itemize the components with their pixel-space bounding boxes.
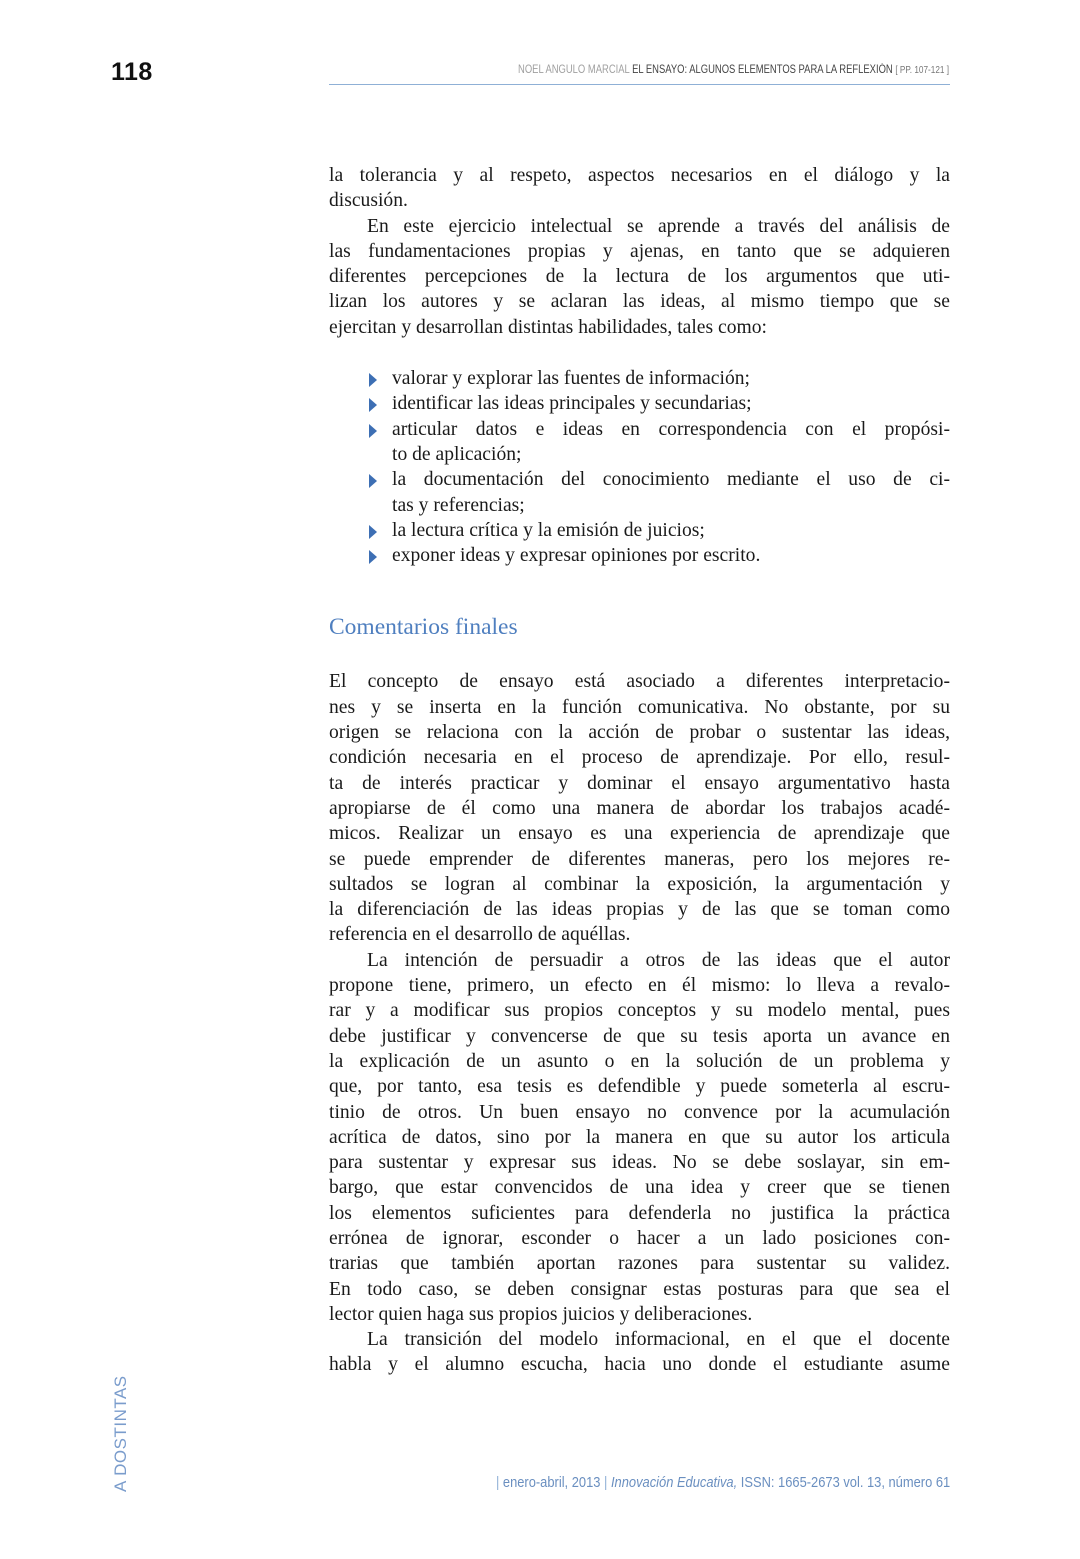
footer-citation bbox=[496, 1474, 950, 1491]
text-line: El concepto de ensayo está asociado a diferentes interpretacio- bbox=[329, 671, 950, 693]
text-line: to de aplicación; bbox=[392, 443, 522, 465]
text-line: nes y se inserta en la función comunicativa. No obstante, por su bbox=[329, 696, 950, 718]
text-line: condición necesaria en el proceso de aprendizaje. Por ello, resul- bbox=[329, 747, 950, 769]
list-item bbox=[329, 391, 950, 416]
text-line: la tolerancia y al respeto, aspectos necesarios en el diálogo y la bbox=[329, 165, 950, 186]
text-line: la explicación de un asunto o en la solución de un problema y bbox=[329, 1050, 950, 1072]
list-item bbox=[329, 366, 950, 391]
footer-separator: | bbox=[603, 1474, 608, 1491]
text-line: habla y el alumno escucha, hacia uno donde el estudiante asume bbox=[329, 1354, 950, 1376]
triangle-bullet-icon bbox=[369, 474, 377, 488]
text-line: la documentación del conocimiento mediante el uso de ci- bbox=[392, 469, 950, 491]
text-line: lector quien haga sus propios juicios y deliberaciones. bbox=[329, 1303, 753, 1325]
text-line: rar y a modificar sus propios conceptos y su modelo mental, pues bbox=[329, 1000, 950, 1022]
text-line: propone tiene, primero, un efecto en él mismo: lo lleva a revalo- bbox=[329, 975, 950, 997]
footer-issn: ISSN: 1665-2673 vol. 13, número 61 bbox=[740, 1474, 950, 1491]
running-head-title: EL ENSAYO: ALGUNOS ELEMENTOS PARA LA REFLEXIÓN bbox=[632, 64, 893, 76]
text-line: debe justificar y convencerse de que su tesis aporta un avance en bbox=[329, 1025, 950, 1047]
header-rule bbox=[329, 84, 950, 85]
list-item bbox=[329, 543, 950, 568]
text-line: la lectura crítica y la emisión de juicios; bbox=[392, 519, 705, 541]
footer-date: enero-abril, 2013 bbox=[502, 1474, 601, 1491]
text-line: los elementos suficientes para defenderla no justifica la práctica bbox=[329, 1202, 950, 1224]
text-line: discusión. bbox=[329, 190, 408, 212]
text-line: bargo, que estar convencidos de una idea y creer que se tienen bbox=[329, 1177, 950, 1199]
text-line: exponer ideas y expresar opiniones por escrito. bbox=[392, 545, 761, 567]
text-line: que, por tanto, esa tesis es defendible y puede someterla al escru- bbox=[329, 1076, 950, 1098]
footer-journal: Innovación Educativa, bbox=[610, 1474, 738, 1491]
text-line: En este ejercicio intelectual se aprende a través del análisis de bbox=[367, 215, 950, 237]
text-line: acrítica de datos, sino por la manera en que su autor los articula bbox=[329, 1126, 950, 1148]
text-line: La intención de persuadir a otros de las ideas que el autor bbox=[367, 949, 950, 971]
running-head bbox=[441, 64, 949, 76]
text-line: lizan los autores y se aclaran las ideas, al mismo tiempo que se bbox=[329, 291, 950, 313]
triangle-bullet-icon bbox=[369, 550, 377, 564]
text-line: diferentes percepciones de la lectura de los argumentos que uti- bbox=[329, 266, 950, 288]
text-line: las fundamentaciones propias y ajenas, en tanto que se adquieren bbox=[329, 240, 950, 262]
text-line: articular datos e ideas en correspondencia con el propósi- bbox=[392, 418, 950, 440]
text-line: ta de interés practicar y dominar el ensayo argumentativo hasta bbox=[329, 772, 950, 794]
text-line: En todo caso, se deben consignar estas posturas para que sea el bbox=[329, 1278, 950, 1300]
text-line: sultados se logran al combinar la exposición, la argumentación y bbox=[329, 873, 950, 895]
section-sidebar-label: A DOSTINTAS bbox=[111, 1375, 130, 1492]
text-line: apropiarse de él como una manera de abordar los trabajos acadé- bbox=[329, 797, 950, 819]
running-head-author: NOEL ANGULO MARCIAL bbox=[518, 64, 630, 76]
text-line: origen se relaciona con la acción de probar o sustentar las ideas, bbox=[329, 722, 950, 744]
text-line: valorar y explorar las fuentes de información; bbox=[392, 368, 750, 390]
text-line: tas y referencias; bbox=[392, 494, 525, 516]
text-line: micos. Realizar un ensayo es una experiencia de aprendizaje que bbox=[329, 823, 950, 845]
list-item bbox=[329, 518, 950, 543]
triangle-bullet-icon bbox=[369, 525, 377, 539]
list-item bbox=[329, 417, 950, 468]
list-item bbox=[329, 467, 950, 518]
article-body bbox=[329, 163, 950, 1378]
triangle-bullet-icon bbox=[369, 424, 377, 438]
running-head-pages: [ PP. 107-121 ] bbox=[895, 65, 949, 76]
text-line: identificar las ideas principales y secundarias; bbox=[392, 393, 752, 415]
text-line: para sustentar y expresar sus ideas. No se debe soslayar, sin em- bbox=[329, 1152, 950, 1174]
section-paragraphs bbox=[329, 669, 950, 1377]
triangle-bullet-icon bbox=[369, 373, 377, 387]
triangle-bullet-icon bbox=[369, 398, 377, 412]
intro-paragraphs bbox=[329, 163, 950, 340]
text-line: trarias que también aportan razones para sustentar su validez. bbox=[329, 1253, 950, 1275]
text-line: tinio de otros. Un buen ensayo no convence por la acumulación bbox=[329, 1101, 950, 1123]
footer-separator: | bbox=[495, 1474, 500, 1491]
section-heading: Comentarios finales bbox=[329, 614, 518, 641]
text-line: se puede emprender de diferentes maneras, pero los mejores re- bbox=[329, 848, 950, 870]
text-line: ejercitan y desarrollan distintas habilidades, tales como: bbox=[329, 316, 767, 338]
text-line: errónea de ignorar, esconder o hacer a un lado posiciones con- bbox=[329, 1227, 950, 1249]
text-line: referencia en el desarrollo de aquéllas. bbox=[329, 924, 631, 946]
page-number: 118 bbox=[111, 58, 153, 86]
text-line: la diferenciación de las ideas propias y de las que se toman como bbox=[329, 899, 950, 921]
text-line: La transición del modelo informacional, en el que el docente bbox=[367, 1329, 950, 1351]
skills-list bbox=[329, 366, 950, 568]
